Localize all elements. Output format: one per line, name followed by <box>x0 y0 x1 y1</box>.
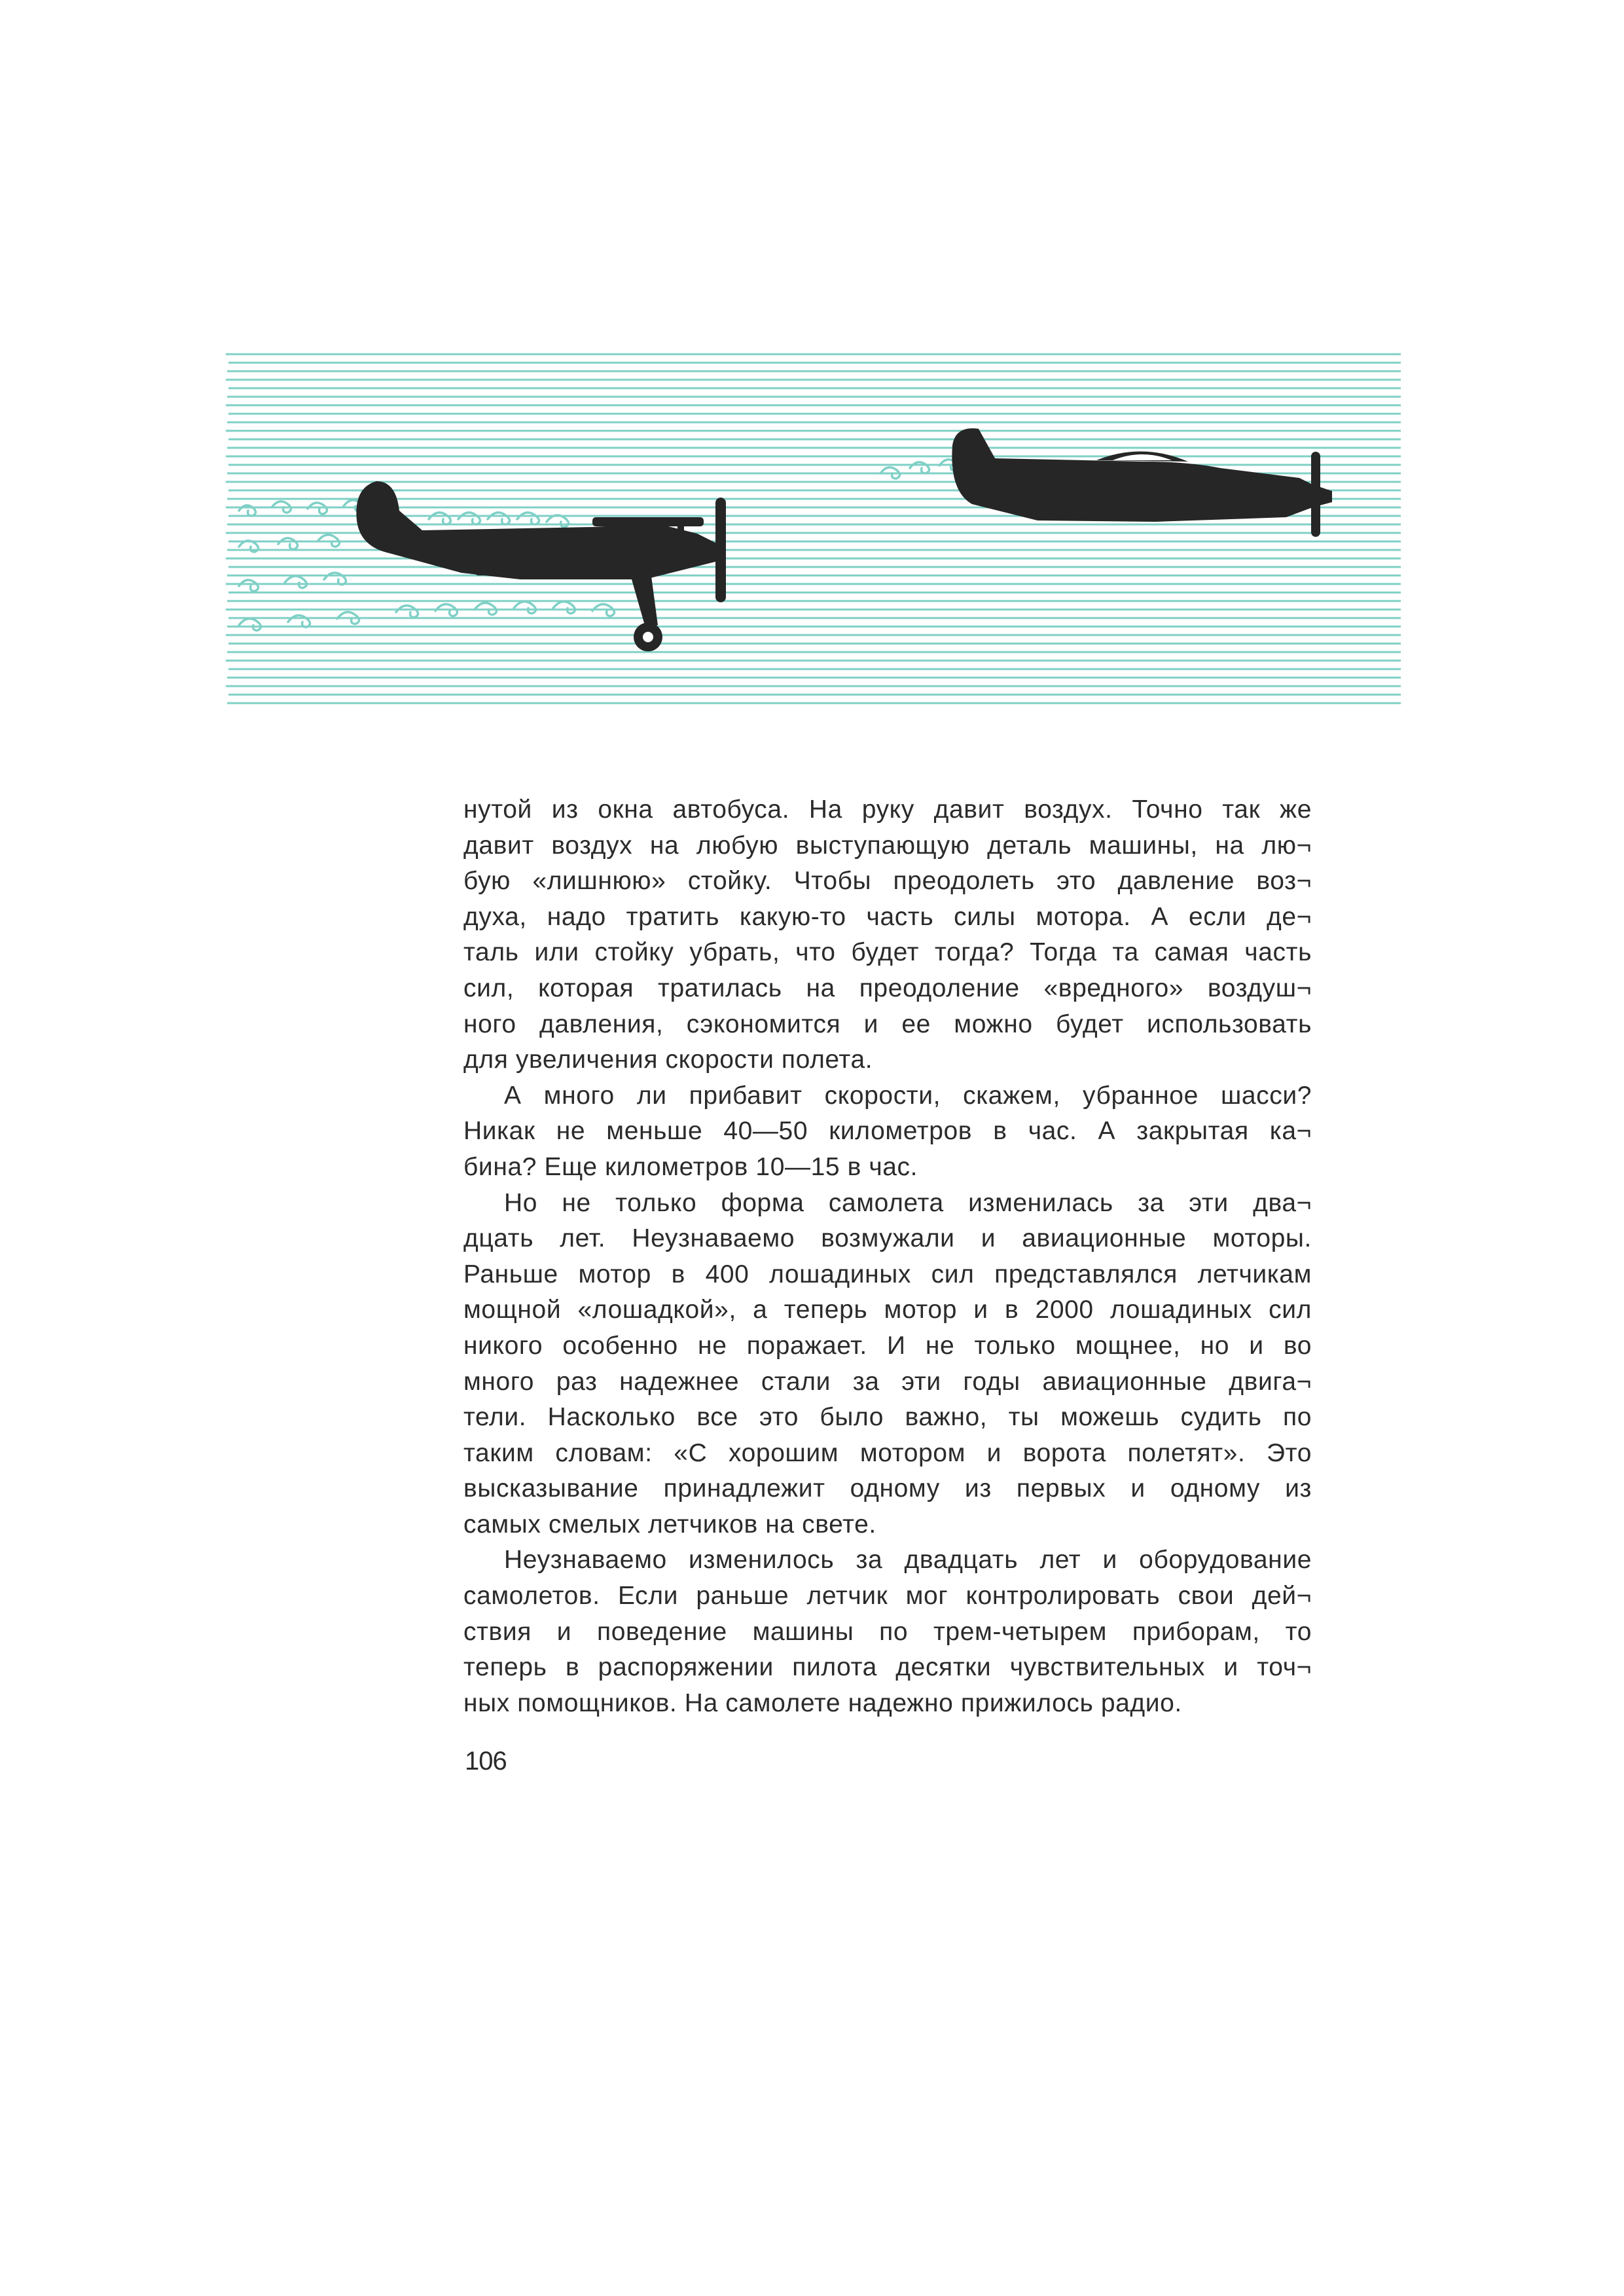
text-line: самолетов. Если раньше летчик мог контролировать свои дей¬ <box>463 1582 1312 1611</box>
text-line: никого особенно не поражает. И не только мощнее, но и во <box>463 1331 1312 1360</box>
text-line: Неузнаваемо изменилось за двадцать лет и оборудование <box>504 1546 1312 1575</box>
body-text <box>463 792 1312 1721</box>
text-line: таль или стойку убрать, что будет тогда? Тогда та самая часть <box>463 938 1312 967</box>
text-line: давит воздух на любую выступающую деталь машины, на лю¬ <box>463 831 1312 860</box>
text-line: дцать лет. Неузнаваемо возмужали и авиационные моторы. <box>463 1224 1312 1253</box>
text-line: ных помощников. На самолете надежно прижилось радио. <box>463 1688 1182 1717</box>
monoplane-silhouette <box>952 428 1332 537</box>
text-line: Никак не меньше 40—50 километров в час. А закрытая ка¬ <box>463 1117 1312 1146</box>
text-line: ствия и поведение машины по трем-четырем приборам, то <box>463 1617 1312 1646</box>
text-line: Но не только форма самолета изменилась за эти два¬ <box>504 1188 1312 1217</box>
text-line: теперь в распоряжении пилота десятки чувствительных и точ¬ <box>463 1653 1312 1682</box>
text-line: самых смелых летчиков на свете. <box>463 1510 876 1539</box>
text-line: бина? Еще километров 10—15 в час. <box>463 1152 918 1181</box>
airplanes-illustration <box>226 350 1401 707</box>
text-line: Раньше мотор в 400 лошадиных сил представлялся летчикам <box>463 1260 1312 1288</box>
text-line: для увеличения скорости полета. <box>463 1046 873 1074</box>
airplanes-svg <box>226 350 1401 707</box>
text-line: сил, которая тратилась на преодоление «вредного» воздуш¬ <box>463 974 1312 1002</box>
text-line: много раз надежнее стали за эти годы авиационные двига¬ <box>463 1367 1312 1396</box>
text-line: таким словам: «С хорошим мотором и ворота полетят». Это <box>463 1438 1312 1467</box>
page-number: 106 <box>465 1747 507 1776</box>
text-line: высказывание принадлежит одному из первых и одному из <box>463 1474 1312 1503</box>
text-line: А много ли прибавит скорости, скажем, убранное шасси? <box>504 1081 1312 1110</box>
text-line: духа, надо тратить какую-то часть силы мотора. А если де¬ <box>463 902 1312 931</box>
text-line: ного давления, сэкономится и ее можно будет использовать <box>463 1010 1312 1038</box>
text-line: бую «лишнюю» стойку. Чтобы преодолеть это давление воз¬ <box>463 867 1312 896</box>
text-line: мощной «лошадкой», а теперь мотор и в 2000 лошадиных сил <box>463 1296 1312 1324</box>
text-line: тели. Насколько все это было важно, ты можешь судить по <box>463 1403 1312 1432</box>
text-line: нутой из окна автобуса. На руку давит воздух. Точно так же <box>463 795 1312 824</box>
